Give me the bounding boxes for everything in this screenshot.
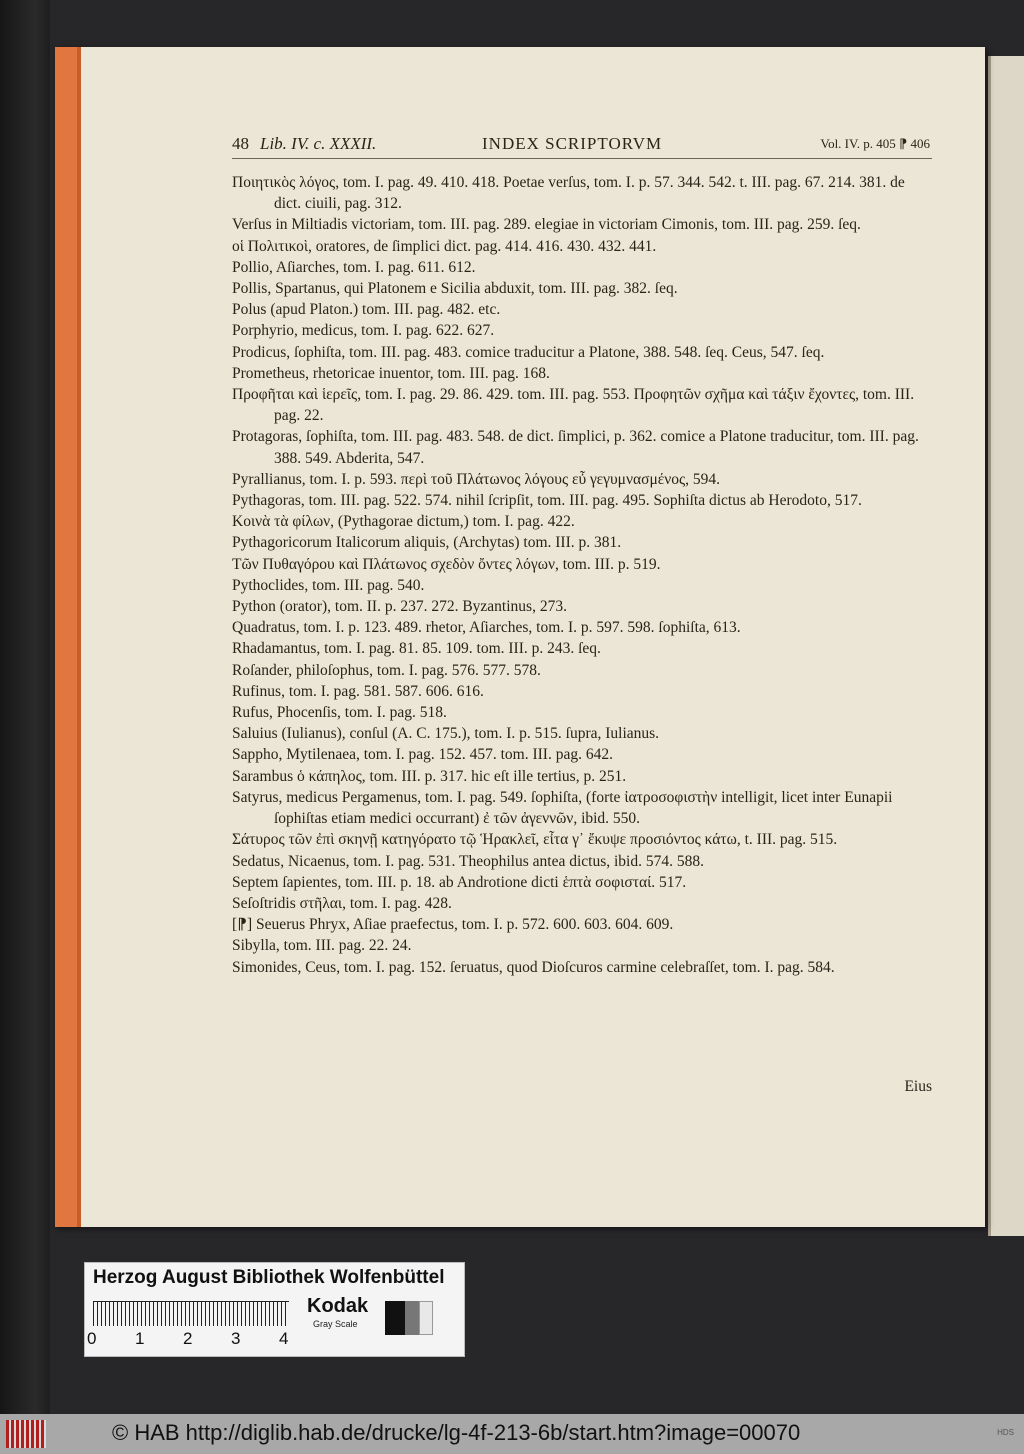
ruler-number: 2 bbox=[183, 1329, 193, 1348]
index-entry: Σάτυρος τῶν ἐπὶ σκηνῇ κατηγόρατο τῷ Ἡρακλεῖ, εἶτα γ᾽ ἔκυψε προσιόντος κάτω, t. III. pag. 515. bbox=[232, 831, 838, 849]
index-entry: Sibylla, tom. III. pag. 22. 24. bbox=[232, 937, 412, 955]
gray-patch-mid bbox=[405, 1301, 419, 1335]
index-entry: οἱ Πολιτικοὶ, oratores, de ſimplici dict. pag. 414. 416. 430. 432. 441. bbox=[232, 237, 657, 255]
footer-mark: HDS bbox=[997, 1428, 1014, 1437]
page-number: 48 bbox=[232, 134, 249, 153]
index-entry: Pyrallianus, tom. I. p. 593. περὶ τοῦ Πλάτωνος λόγους εὖ γεγυμνασμένος, 594. bbox=[232, 470, 721, 488]
index-entry: Septem ſapientes, tom. III. p. 18. ab Androtione dicti ἑπτὰ σοφισταί. 517. bbox=[232, 873, 687, 891]
index-entry: Porphyrio, medicus, tom. I. pag. 622. 627. bbox=[232, 322, 495, 340]
volume-reference: Vol. IV. p. 405 ⁋ 406 bbox=[820, 136, 930, 151]
index-entry: Prodicus, ſophiſta, tom. III. pag. 483. comice traducitur a Platone, 388. 548. ſeq. Ceus, 547. ſeq. bbox=[232, 343, 825, 361]
hab-logo-icon bbox=[6, 1420, 46, 1448]
footer-copyright-link[interactable]: © HAB http://diglib.hab.de/drucke/lg-4f-213-6b/start.htm?image=00070 bbox=[112, 1420, 801, 1445]
ruler-number: 3 bbox=[231, 1329, 241, 1348]
scale-ruler bbox=[93, 1301, 289, 1326]
index-title: INDEX SCRIPTORVM bbox=[482, 134, 663, 153]
footer-bar bbox=[0, 1414, 1024, 1454]
index-entries bbox=[232, 172, 934, 978]
ruler-number: 0 bbox=[87, 1329, 97, 1348]
index-entry: Quadratus, tom. I. p. 123. 489. rhetor, Aſiarches, tom. I. p. 597. 598. ſophiſta, 613. bbox=[232, 619, 741, 637]
index-entry: Prometheus, rhetoricae inuentor, tom. III. pag. 168. bbox=[232, 364, 550, 382]
index-entry: Sarambus ὁ κάπηλος, tom. III. p. 317. hic eſt ille tertius, p. 251. bbox=[232, 767, 627, 785]
library-name: Herzog August Bibliothek Wolfenbüttel bbox=[93, 1267, 445, 1288]
index-entry: Pollis, Spartanus, qui Platonem e Sicilia abduxit, tom. III. pag. 382. ſeq. bbox=[232, 280, 678, 298]
index-entry: Pythagoricorum Italicorum aliquis, (Archytas) tom. III. p. 381. bbox=[232, 534, 622, 552]
book-binding-edge bbox=[0, 0, 50, 1454]
index-entry: Satyrus, medicus Pergamenus, tom. I. pag. 549. ſophiſta, (forte ἰατροσοφιστὴν intelligit, licet inter Eunapii ſophiſtas etiam medici occurrant) ἐ τῶν ἀγεννῶν, ibid. 550. bbox=[232, 788, 893, 828]
index-entry: Κοινὰ τὰ φίλων, (Pythagorae dictum,) tom. I. pag. 422. bbox=[232, 513, 575, 531]
index-entry: Saluius (Iulianus), conſul (A. C. 175.), tom. I. p. 515. ſupra, Iulianus. bbox=[232, 725, 660, 743]
adjacent-page-edge bbox=[988, 56, 991, 1236]
ruler-number: 1 bbox=[135, 1329, 145, 1348]
index-entry: Python (orator), tom. II. p. 237. 272. Byzantinus, 273. bbox=[232, 598, 567, 616]
scale-card bbox=[84, 1262, 465, 1357]
index-entry: Seſoſtridis στῆλαι, tom. I. pag. 428. bbox=[232, 894, 452, 912]
index-entry: Pythoclides, tom. III. pag. 540. bbox=[232, 576, 425, 594]
index-entry: Sedatus, Nicaenus, tom. I. pag. 531. Theophilus antea dictus, ibid. 574. 588. bbox=[232, 852, 704, 870]
index-entry: [⁋] Seuerus Phryx, Aſiae praefectus, tom. I. p. 572. 600. 603. 604. 609. bbox=[232, 916, 674, 934]
gray-patch-black bbox=[385, 1301, 405, 1335]
index-entry: Pollio, Aſiarches, tom. I. pag. 611. 612. bbox=[232, 258, 476, 276]
book-reference: Lib. IV. c. XXXII. bbox=[260, 134, 377, 153]
index-entry: Sappho, Mytilenaea, tom. I. pag. 152. 457. tom. III. pag. 642. bbox=[232, 746, 613, 764]
running-head bbox=[232, 134, 932, 159]
index-entry: Verſus in Miltiadis victoriam, tom. III. pag. 289. elegiae in victoriam Cimonis, tom. III. pag. 259. ſeq. bbox=[232, 216, 861, 234]
index-entry: Rufinus, tom. I. pag. 581. 587. 606. 616. bbox=[232, 682, 484, 700]
index-entry: Simonides, Ceus, tom. I. pag. 152. ſeruatus, quod Dioſcuros carmine celebraſſet, tom. I. pag. 584. bbox=[232, 958, 835, 976]
catchword: Eius bbox=[904, 1078, 932, 1095]
gray-scale-label: Gray Scale bbox=[313, 1319, 358, 1329]
index-entry: Rufus, Phocenſis, tom. I. pag. 518. bbox=[232, 704, 447, 722]
index-entry: Polus (apud Platon.) tom. III. pag. 482. etc. bbox=[232, 301, 501, 319]
index-entry: Pythagoras, tom. III. pag. 522. 574. nihil ſcripſit, tom. III. pag. 495. Sophiſta dictus ab Herodoto, 517. bbox=[232, 492, 862, 510]
gray-patch-light bbox=[419, 1301, 433, 1335]
index-entry: Ποιητικὸς λόγος, tom. I. pag. 49. 410. 418. Poetae verſus, tom. I. p. 57. 344. 542. t. III. pag. 67. 214. 381. de dict. ciuili, pag. 312. bbox=[232, 174, 905, 213]
kodak-logo: Kodak bbox=[307, 1295, 369, 1317]
adjacent-page bbox=[990, 56, 1024, 1236]
index-entry: Rhadamantus, tom. I. pag. 81. 85. 109. tom. III. p. 243. ſeq. bbox=[232, 640, 601, 658]
index-entry: Protagoras, ſophiſta, tom. III. pag. 483. 548. de dict. ſimplici, p. 362. comice a Platone traducitur, tom. III. pag. 388. 549. Abderita, 547. bbox=[232, 428, 919, 467]
index-entry: Τῶν Πυθαγόρου καὶ Πλάτωνος σχεδὸν ὄντες λόγων, tom. III. p. 519. bbox=[232, 555, 661, 573]
ruler-number: 4 bbox=[279, 1329, 289, 1348]
index-entry: Roſander, philoſophus, tom. I. pag. 576. 577. 578. bbox=[232, 661, 541, 679]
index-entry: Προφῆται καὶ ἱερεῖς, tom. I. pag. 29. 86. 429. tom. III. pag. 553. Προφητῶν σχῆμα καὶ τάξιν ἔχοντες, tom. III. pag. 22. bbox=[232, 386, 915, 425]
